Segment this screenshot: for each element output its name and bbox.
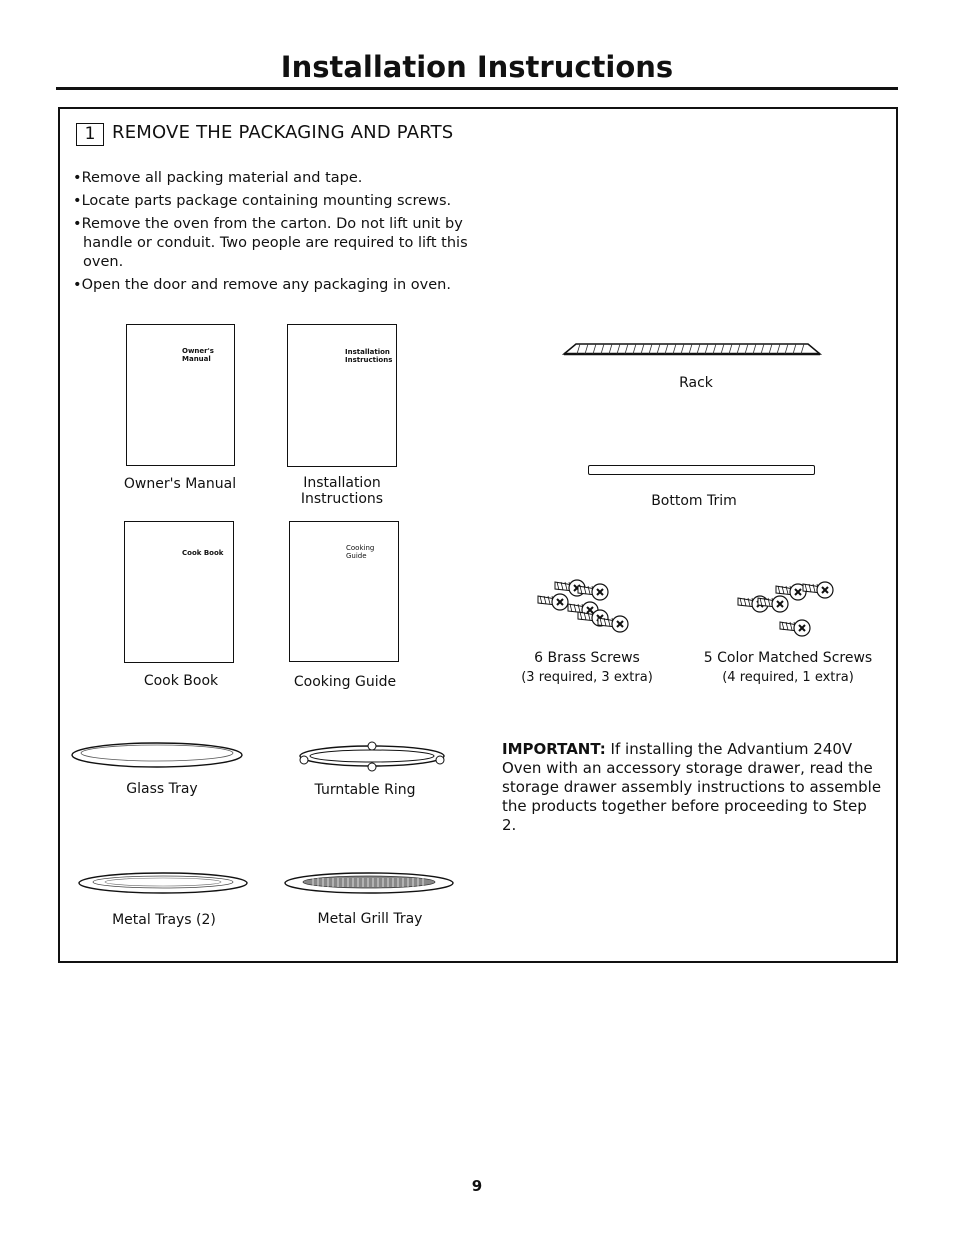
metal-grill-tray-image — [283, 870, 455, 896]
owners-manual-label: Owner's Manual — [123, 476, 237, 492]
rack-image — [560, 338, 824, 360]
glass-tray-image — [70, 740, 244, 770]
installation-instructions-image — [287, 324, 397, 467]
cooking-guide-image — [289, 521, 399, 662]
cook-book-image — [124, 521, 234, 663]
owners-manual-image — [126, 324, 235, 466]
cook-book-label: Cook Book — [143, 673, 219, 689]
important-note — [502, 740, 882, 835]
owners-manual-cover-text: Owner's Manual — [182, 347, 214, 363]
installation-instructions-label: Installation Instructions — [300, 475, 384, 507]
instruction-list — [73, 169, 473, 299]
bottom-trim-label: Bottom Trim — [651, 493, 737, 509]
metal-trays-image — [77, 870, 249, 896]
important-text: If installing the Advantium 240V Oven with an accessory storage drawer, read the storage drawer assembly instructions to assemble the products together before proceeding to Step 2. — [502, 740, 882, 834]
brass-screws-label: 6 Brass Screws (3 required, 3 extra) — [521, 650, 653, 685]
cook-book-cover-text: Cook Book — [182, 549, 224, 557]
important-lead: IMPORTANT: — [502, 740, 606, 758]
glass-tray-label: Glass Tray — [126, 781, 198, 797]
instruction-item: • Locate parts package containing mounting screws. — [73, 192, 473, 211]
rack-label: Rack — [679, 375, 713, 391]
cooking-guide-label: Cooking Guide — [293, 674, 397, 690]
metal-trays-label: Metal Trays (2) — [112, 912, 216, 928]
brass-screws-image — [532, 576, 642, 642]
step-heading: REMOVE THE PACKAGING AND PARTS — [112, 122, 454, 143]
step-number-badge: 1 — [76, 123, 104, 146]
title-divider — [56, 87, 898, 90]
instruction-item: • Remove the oven from the carton. Do not lift unit by handle or conduit. Two people are required to lift this oven. — [73, 215, 473, 272]
instruction-item: • Remove all packing material and tape. — [73, 169, 473, 188]
instruction-item: • Open the door and remove any packaging in oven. — [73, 276, 473, 295]
installation-instructions-cover-text: Installation Instructions — [345, 348, 393, 364]
metal-grill-tray-label: Metal Grill Tray — [317, 911, 423, 927]
bottom-trim-image — [588, 465, 815, 475]
turntable-ring-image — [296, 740, 448, 772]
color-matched-screws-image — [732, 576, 842, 642]
page-title: Installation Instructions — [280, 50, 674, 84]
color-matched-screws-label: 5 Color Matched Screws (4 required, 1 extra) — [703, 650, 873, 685]
page-number: 9 — [471, 1177, 483, 1195]
cooking-guide-cover-text: Cooking Guide — [346, 544, 375, 560]
turntable-ring-label: Turntable Ring — [314, 782, 416, 798]
